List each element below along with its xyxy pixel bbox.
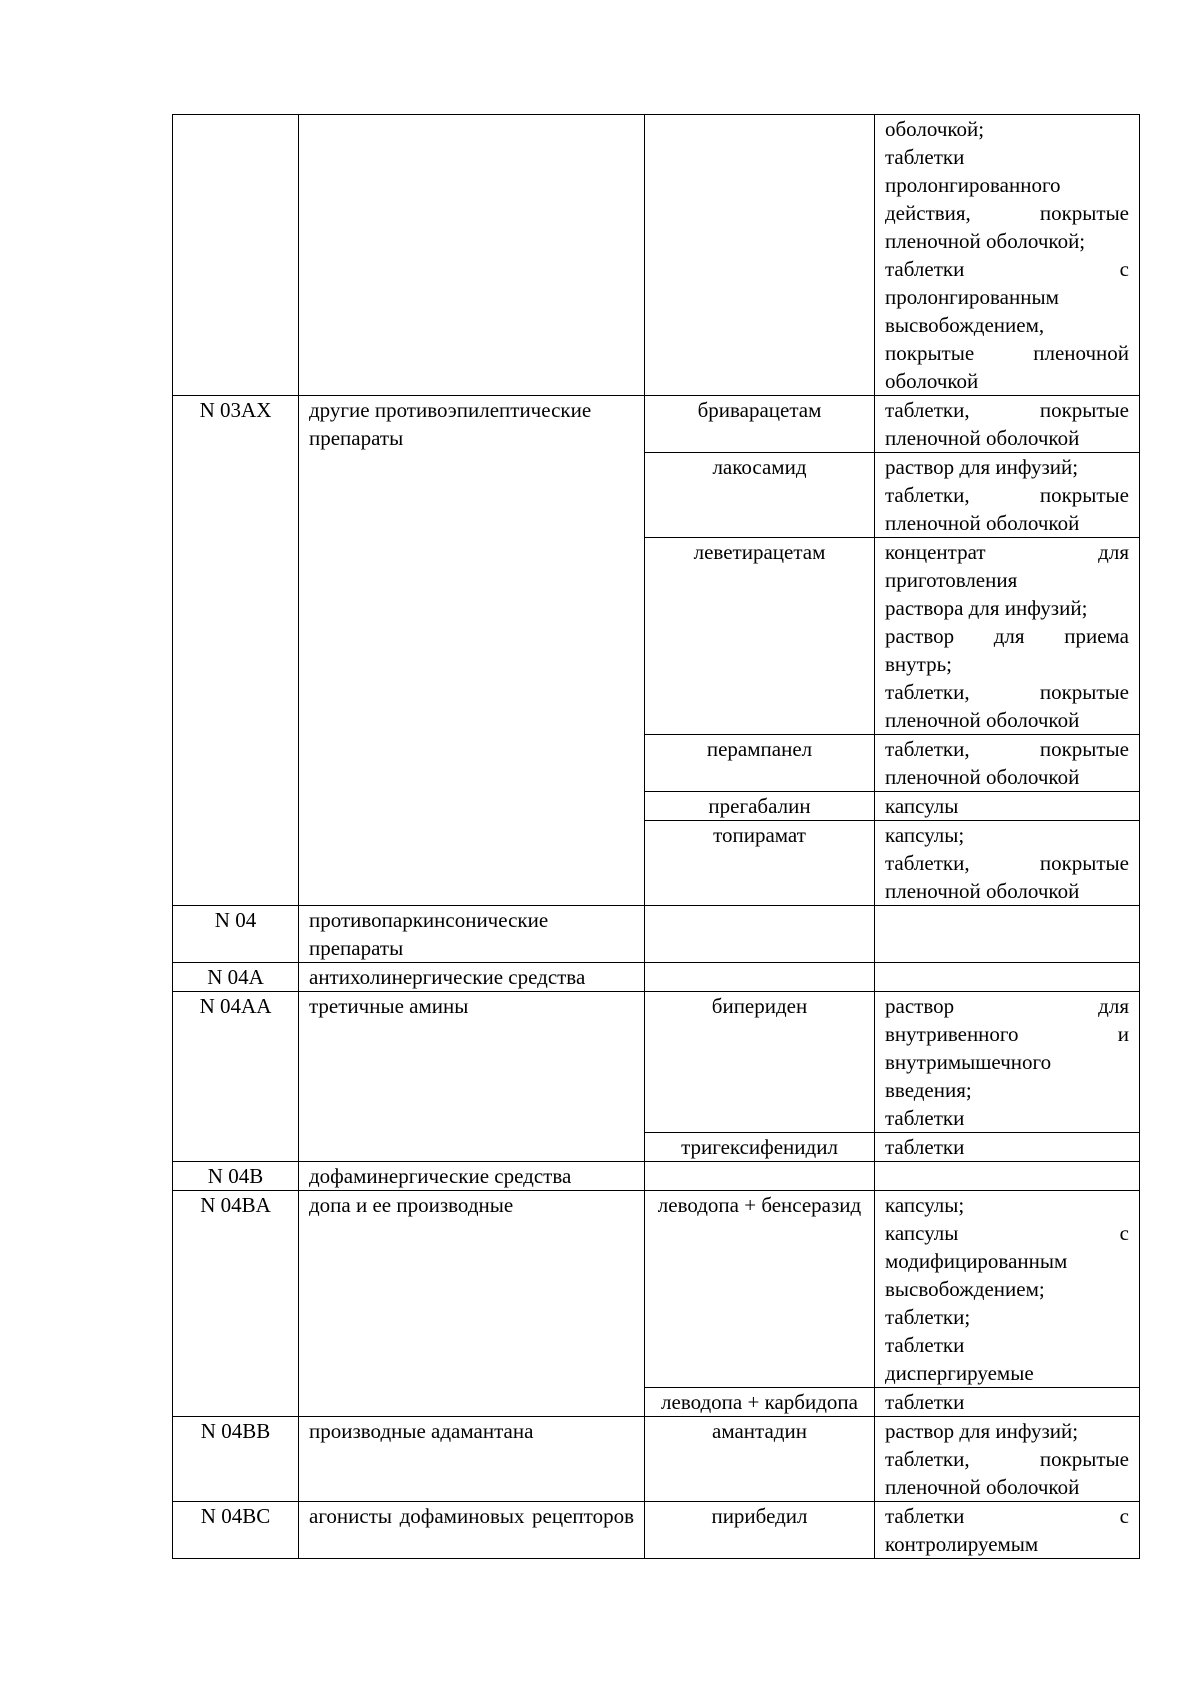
form-line: раствор для приема [885,624,1129,648]
inn-cell: топирамат [645,821,875,906]
form-line: таблетки [885,145,965,169]
form-line: высвобождением, [885,313,1045,337]
table-row [173,1191,1140,1388]
form-line: высвобождением; [885,1277,1045,1301]
table-row [173,1502,1140,1559]
inn-cell: прегабалин [645,792,875,821]
dosage-form-cell [875,1191,1140,1388]
group-name-cell: дофаминергические средства [299,1162,645,1191]
form-line: введения; [885,1078,972,1102]
form-line: таблетки, покрытые [885,680,1129,704]
medication-table [172,114,1140,1559]
form-line: модифицированным [885,1249,1068,1273]
group-name-cell: допа и ее производные [299,1191,645,1417]
form-line: таблетки, покрытые [885,398,1129,422]
form-line: таблетки, покрытые [885,483,1129,507]
form-line: таблетки [885,1390,965,1414]
dosage-form-cell [875,992,1140,1133]
inn-cell: леводопа + карбидопа [645,1388,875,1417]
atc-code-cell: N 04BC [173,1502,299,1559]
table-row [173,396,1140,453]
inn-cell: леветирацетам [645,538,875,735]
table-row [173,115,1140,396]
inn-cell [645,906,875,963]
atc-code-cell: N 03AX [173,396,299,906]
form-line: действия, покрытые [885,201,1129,225]
form-line: таблетки [885,1106,965,1130]
inn-cell: лакосамид [645,453,875,538]
form-line: пленочной оболочкой [885,879,1080,903]
table-row [173,963,1140,992]
form-line: контролируемым [885,1532,1039,1556]
dosage-form-cell [875,821,1140,906]
inn-cell: бриварацетам [645,396,875,453]
dosage-form-cell [875,792,1140,821]
inn-cell: пирибедил [645,1502,875,1559]
form-line: капсулы с [885,1221,1129,1245]
form-line: таблетки, покрытые [885,1447,1129,1471]
inn-cell: тригексифенидил [645,1133,875,1162]
form-line: внутривенного и [885,1022,1129,1046]
dosage-form-cell [875,963,1140,992]
form-line: диспергируемые [885,1361,1034,1385]
form-line: пролонгированного [885,173,1061,197]
form-line: капсулы; [885,823,965,847]
atc-code-cell: N 04 [173,906,299,963]
dosage-form-cell [875,1417,1140,1502]
form-line: оболочкой; [885,117,985,141]
dosage-form-cell [875,1133,1140,1162]
form-line: таблетки [885,1333,965,1357]
table-row [173,906,1140,963]
form-line: таблетки с [885,1504,1129,1528]
inn-cell [645,1162,875,1191]
group-name-cell: третичные амины [299,992,645,1162]
form-line: концентрат для [885,540,1129,564]
group-name-cell: производные адамантана [299,1417,645,1502]
dosage-form-cell [875,453,1140,538]
form-line: пленочной оболочкой [885,765,1080,789]
form-line: приготовления [885,568,1018,592]
group-name-cell: другие противоэпилептические препараты [299,396,645,906]
form-line: покрытые пленочной [885,341,1129,365]
table-row [173,992,1140,1133]
dosage-form-cell [875,396,1140,453]
form-line: таблетки; [885,1305,971,1329]
inn-cell [645,115,875,396]
form-line: таблетки с [885,257,1129,281]
group-name-cell: антихолинергические средства [299,963,645,992]
form-line: пленочной оболочкой [885,708,1080,732]
form-line: пленочной оболочкой [885,511,1080,535]
form-line: пленочной оболочкой; [885,229,1086,253]
form-line: капсулы [885,794,959,818]
group-name-cell [299,1502,645,1559]
form-line: капсулы; [885,1193,965,1217]
form-line: пленочной оболочкой [885,426,1080,450]
form-line: внутримышечного [885,1050,1052,1074]
atc-code-cell: N 04AA [173,992,299,1162]
form-line: оболочкой [885,369,979,393]
table-row [173,1417,1140,1502]
form-line: раствор для инфузий; [885,1419,1079,1443]
group-name-text: агонисты дофаминовых рецепторов [309,1504,634,1528]
group-name-cell [299,115,645,396]
form-line: раствор для [885,994,1129,1018]
dosage-form-cell [875,1388,1140,1417]
form-line: раствор для инфузий; [885,455,1079,479]
dosage-form-cell [875,1502,1140,1559]
atc-code-cell: N 04BB [173,1417,299,1502]
inn-cell [645,963,875,992]
atc-code-cell: N 04BA [173,1191,299,1417]
form-line: раствора для инфузий; [885,596,1088,620]
atc-code-cell: N 04A [173,963,299,992]
inn-cell: бипериден [645,992,875,1133]
inn-cell: амантадин [645,1417,875,1502]
inn-cell: леводопа + бенсеразид [645,1191,875,1388]
group-name-cell: противопаркинсонические препараты [299,906,645,963]
dosage-form-cell [875,115,1140,396]
form-line: таблетки, покрытые [885,851,1129,875]
form-line: таблетки [885,1135,965,1159]
form-line: внутрь; [885,652,952,676]
dosage-form-cell [875,906,1140,963]
form-line: пленочной оболочкой [885,1475,1080,1499]
atc-code-cell: N 04B [173,1162,299,1191]
form-line: таблетки, покрытые [885,737,1129,761]
dosage-form-cell [875,735,1140,792]
atc-code-cell [173,115,299,396]
dosage-form-cell [875,538,1140,735]
form-line: пролонгированным [885,285,1059,309]
inn-cell: перампанел [645,735,875,792]
table-row [173,1162,1140,1191]
dosage-form-cell [875,1162,1140,1191]
